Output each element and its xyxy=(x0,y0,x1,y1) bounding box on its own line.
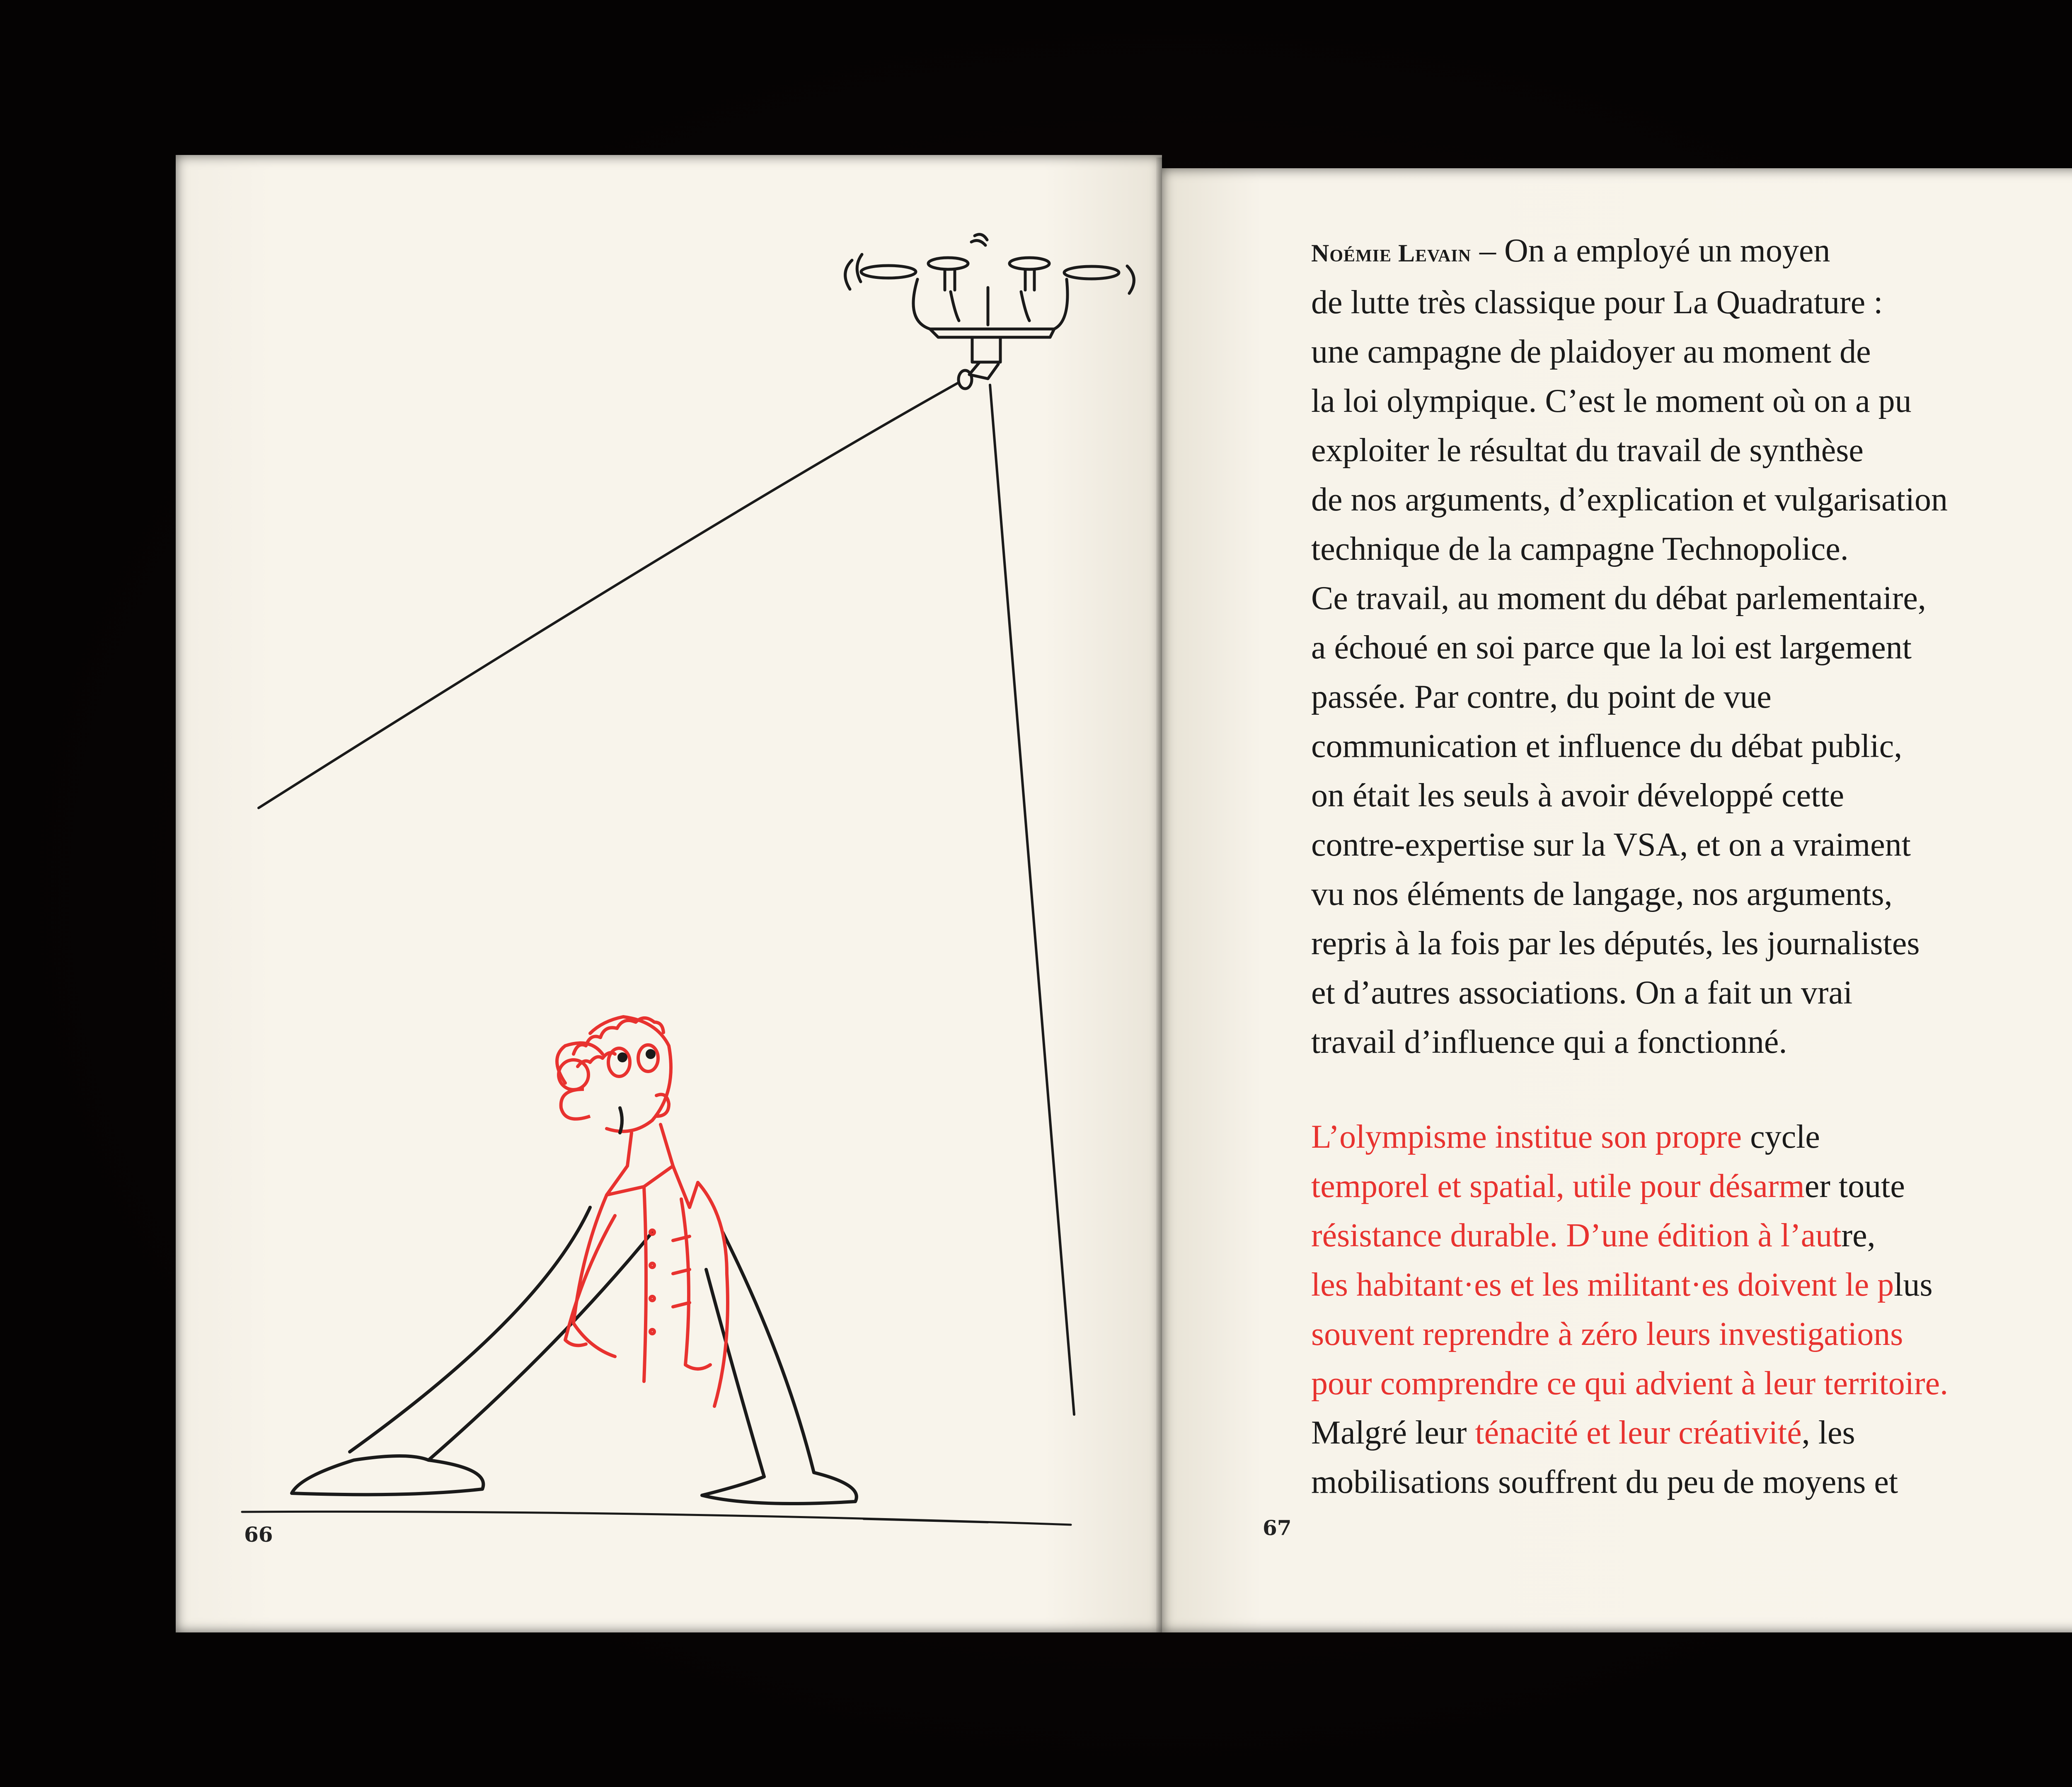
text-line: technique de la campagne Technopolice. xyxy=(1311,531,1849,567)
text-line: contre-expertise sur la VSA, et on a vraiment xyxy=(1311,827,1911,863)
ground-line xyxy=(242,1511,1071,1525)
text-line: L’olympisme institue son propre cycle xyxy=(1311,1119,1820,1155)
right-page-number: 67 xyxy=(1263,1516,1292,1540)
text-line: exploiter le résultat du travail de synthèse xyxy=(1311,432,1864,469)
speaker-name: Noémie Levain xyxy=(1311,239,1471,267)
text-line: la loi olympique. C’est le moment où on a pu xyxy=(1311,383,1912,419)
left-page xyxy=(176,155,1162,1632)
text-line: repris à la fois par les députés, les journalistes xyxy=(1311,925,1920,962)
text-line: pour comprendre ce qui advient à leur territoire. xyxy=(1311,1365,1949,1402)
text-line: passée. Par contre, du point de vue xyxy=(1311,679,1772,715)
left-page-number: 66 xyxy=(244,1522,273,1547)
text-line: résistance durable. D’une édition à l’autre, xyxy=(1311,1217,1876,1254)
drone-icon xyxy=(845,235,1134,389)
body-text xyxy=(1311,226,2072,1507)
text-line: Malgré leur ténacité et leur créativité, les xyxy=(1311,1415,1855,1451)
right-page xyxy=(1162,168,2072,1632)
text-line: temporel et spatial, utile pour désarmer toute xyxy=(1311,1168,1905,1204)
text-line: mobilisations souffrent du peu de moyens et xyxy=(1311,1464,1898,1500)
walking-man-torso xyxy=(557,1017,728,1406)
text-line: on était les seuls à avoir développé cette xyxy=(1311,777,1844,814)
text-line: travail d’influence qui a fonctionné. xyxy=(1311,1024,1787,1060)
walking-man-nose xyxy=(561,1089,590,1119)
text-line: de nos arguments, d’explication et vulgarisation xyxy=(1311,481,1948,518)
text-line: Noémie Levain – On a employé un moyen xyxy=(1311,232,1830,269)
text-line: une campagne de plaidoyer au moment de xyxy=(1311,334,1871,370)
text-line: vu nos éléments de langage, nos arguments, xyxy=(1311,876,1893,912)
text-line: de lutte très classique pour La Quadrature : xyxy=(1311,284,1883,321)
text-line: Ce travail, au moment du débat parlementaire, xyxy=(1311,580,1926,617)
text-line: communication et influence du débat public, xyxy=(1311,728,1903,764)
text-line: et d’autres associations. On a fait un vrai xyxy=(1311,975,1853,1011)
text-line: a échoué en soi parce que la loi est largement xyxy=(1311,629,1912,666)
walking-man-legs xyxy=(292,1207,857,1504)
surveillance-cone xyxy=(259,383,1074,1415)
text-line: souvent reprendre à zéro leurs investigations xyxy=(1311,1316,1903,1352)
text-line: les habitant·es et les militant·es doivent le plus xyxy=(1311,1267,1933,1303)
drone-surveillance-illustration xyxy=(176,155,1162,1632)
